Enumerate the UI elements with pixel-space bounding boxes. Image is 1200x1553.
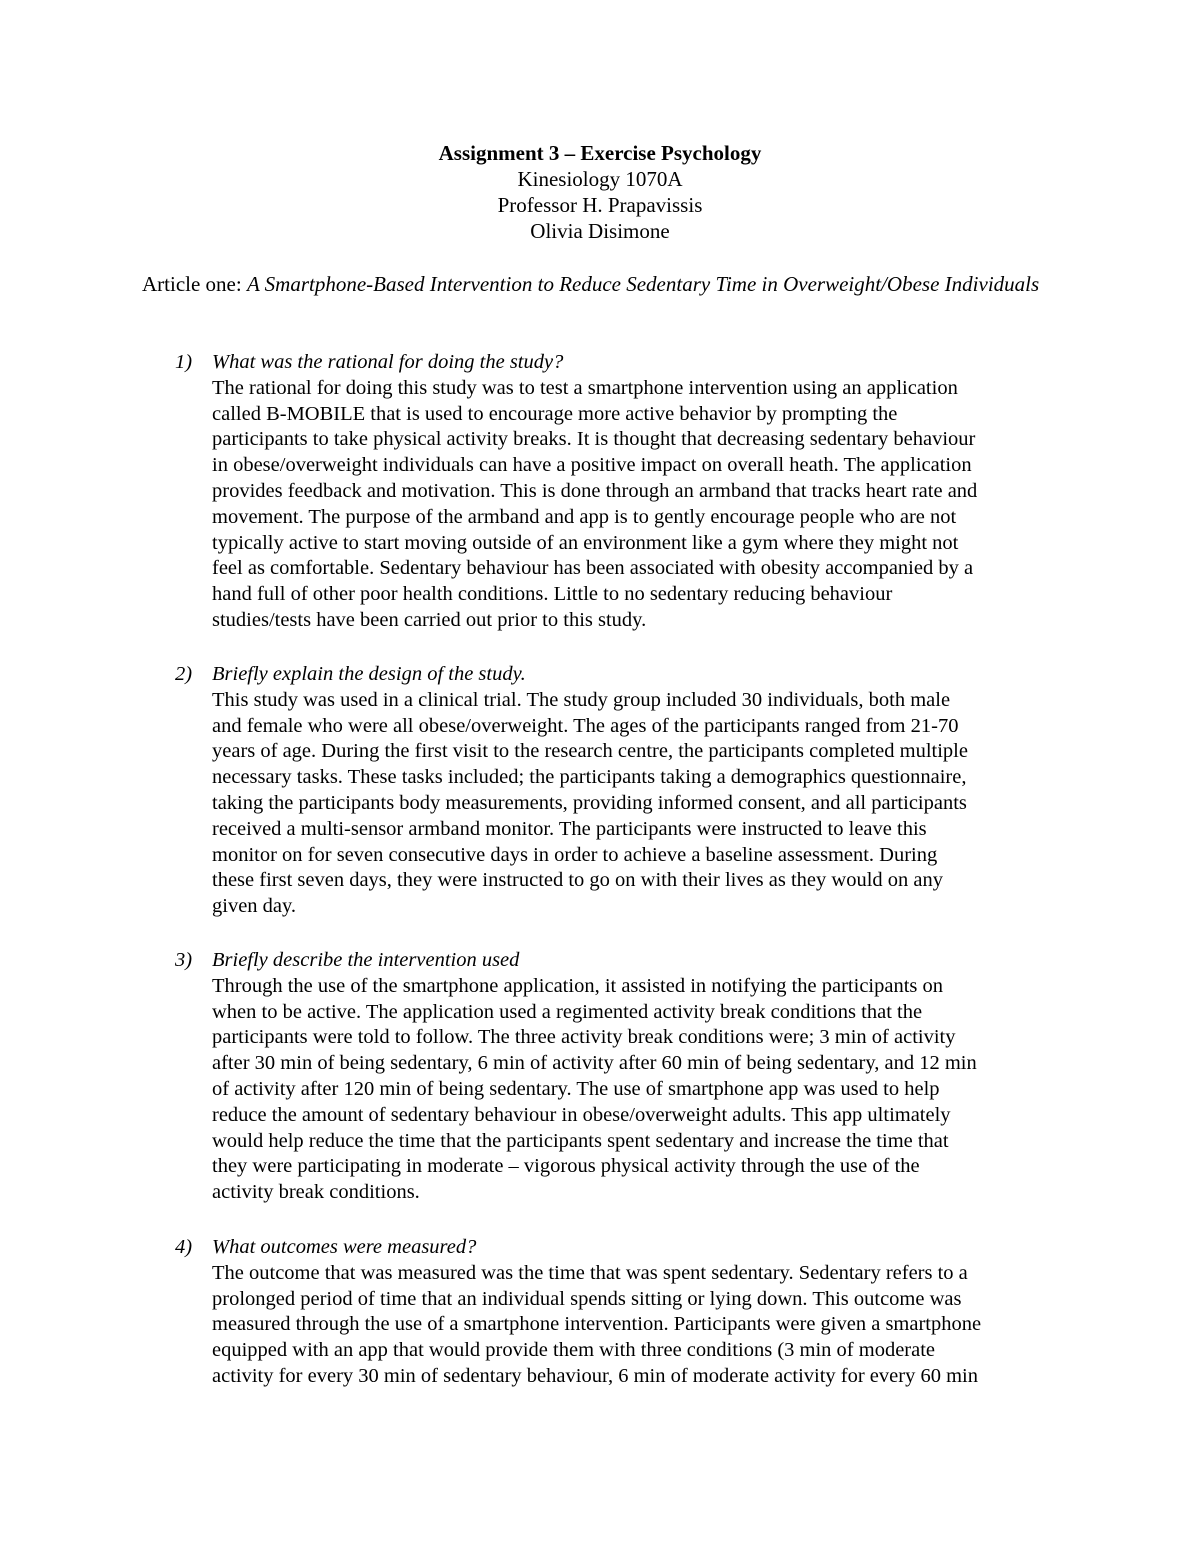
question-text: What outcomes were measured? (212, 1236, 477, 1258)
question-section-3 (142, 948, 1062, 1206)
question-number: 4) (175, 1236, 193, 1258)
question-text: Briefly explain the design of the study. (212, 663, 526, 685)
question-number: 1) (175, 351, 193, 373)
article-heading (142, 272, 1062, 298)
question-number: 3) (175, 949, 193, 971)
question-section-4 (142, 1235, 1062, 1390)
question-text: What was the rational for doing the study? (212, 351, 564, 373)
question-number: 2) (175, 663, 193, 685)
article-title: A Smartphone-Based Intervention to Reduce Sedentary Time in Overweight/Obese Individuals (246, 272, 1040, 296)
answer-text: This study was used in a clinical trial. The study group included 30 individuals, both male and female who were all obese/overweight. The ages of the participants ranged from 21-70 years of age. During the first visit to the research centre, the participants completed multiple necessary tasks. These tasks included; the participants taking a demographics questionnaire, taking the participants body measurements, providing informed consent, and all participants received a multi-sensor armband monitor. The participants were instructed to leave this monitor on for seven consecutive days in order to achieve a baseline assessment. During these first seven days, they were instructed to go on with their lives as they would on any given day. (212, 688, 968, 918)
professor-name: Professor H. Prapavissis (497, 193, 703, 217)
document-title: Assignment 3 – Exercise Psychology (438, 141, 762, 165)
course-name: Kinesiology 1070A (517, 167, 683, 191)
author-name: Olivia Disimone (530, 219, 670, 243)
question-section-1 (142, 350, 1062, 634)
document-header (0, 140, 1200, 244)
question-text: Briefly describe the intervention used (212, 949, 520, 971)
question-section-2 (142, 662, 1062, 920)
article-label: Article one: (142, 272, 247, 296)
answer-text: The rational for doing this study was to test a smartphone intervention using an application called B-MOBILE that is used to encourage more active behavior by prompting the participants to take physical activity breaks. It is thought that decreasing sedentary behaviour in obese/overweight individuals can have a positive impact on overall heath. The application provides feedback and motivation. This is done through an armband that tracks heart rate and movement. The purpose of the armband and app is to gently encourage people who are not typically active to start moving outside of an environment like a gym where they might not feel as comfortable. Sedentary behaviour has been associated with obesity accompanied by a hand full of other poor health conditions. Little to no sedentary reducing behaviour studies/tests have been carried out prior to this study. (212, 376, 978, 631)
answer-text: Through the use of the smartphone application, it assisted in notifying the participants on when to be active. The application used a regimented activity break conditions that the participants were told to follow. The three activity break conditions were; 3 min of activity after 30 min of being sedentary, 6 min of activity after 60 min of being sedentary, and 12 min of activity after 120 min of being sedentary. The use of smartphone app was used to help reduce the amount of sedentary behaviour in obese/overweight adults. This app ultimately would help reduce the time that the participants spent sedentary and increase the time that they were participating in moderate – vigorous physical activity through the use of the activity break conditions. (212, 974, 977, 1204)
answer-text: The outcome that was measured was the time that was spent sedentary. Sedentary refers to a prolonged period of time that an individual spends sitting or lying down. This outcome was measured through the use of a smartphone intervention. Participants were given a smartphone equipped with an app that would provide them with three conditions (3 min of moderate activity for every 30 min of sedentary behaviour, 6 min of moderate activity for every 60 min (212, 1261, 982, 1387)
